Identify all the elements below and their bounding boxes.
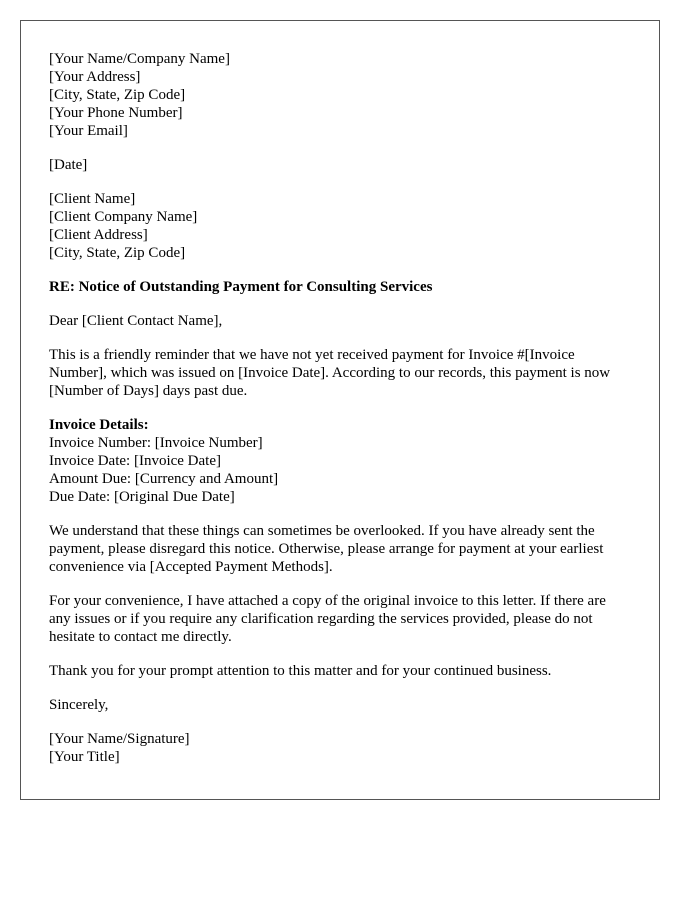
sender-phone: [Your Phone Number] xyxy=(49,105,183,121)
sender-block xyxy=(49,50,631,140)
invoice-details xyxy=(49,416,631,506)
letter-document xyxy=(20,20,660,800)
recipient-block xyxy=(49,190,631,262)
sender-email: [Your Email] xyxy=(49,123,128,139)
sender-address: [Your Address] xyxy=(49,69,141,85)
invoice-details-heading: Invoice Details: xyxy=(49,417,149,433)
body-paragraph-2: We understand that these things can sometimes be overlooked. If you have already sent the payment, please disregard this notice. Otherwise, please arrange for payment at your earliest convenience via [Accepted Payment Methods]. xyxy=(49,523,604,575)
signature-name: [Your Name/Signature] xyxy=(49,731,190,747)
intro-paragraph: This is a friendly reminder that we have not yet received payment for Invoice #[Invoice Number], which was issued on [Invoice Date]. According to our records, this payment is now [Number of Days] days past due. xyxy=(49,347,611,399)
due-date-line: Due Date: [Original Due Date] xyxy=(49,489,235,505)
recipient-name: [Client Name] xyxy=(49,191,136,207)
subject-line: RE: Notice of Outstanding Payment for Consulting Services xyxy=(49,279,433,295)
recipient-city-state-zip: [City, State, Zip Code] xyxy=(49,245,186,261)
body-paragraph-3: For your convenience, I have attached a copy of the original invoice to this letter. If there are any issues or if you require any clarification regarding the services provided, please do not hesitate to contact me directly. xyxy=(49,593,606,645)
letter-date: [Date] xyxy=(49,157,88,173)
recipient-address: [Client Address] xyxy=(49,227,148,243)
sender-name: [Your Name/Company Name] xyxy=(49,51,230,67)
signature-block xyxy=(49,730,631,766)
signature-title: [Your Title] xyxy=(49,749,120,765)
body-paragraph-4: Thank you for your prompt attention to this matter and for your continued business. xyxy=(49,663,552,679)
salutation: Dear [Client Contact Name], xyxy=(49,313,223,329)
sender-city-state-zip: [City, State, Zip Code] xyxy=(49,87,186,103)
date-block xyxy=(49,156,631,174)
amount-due-line: Amount Due: [Currency and Amount] xyxy=(49,471,279,487)
invoice-date-line: Invoice Date: [Invoice Date] xyxy=(49,453,221,469)
recipient-company: [Client Company Name] xyxy=(49,209,198,225)
closing: Sincerely, xyxy=(49,697,109,713)
invoice-number-line: Invoice Number: [Invoice Number] xyxy=(49,435,263,451)
